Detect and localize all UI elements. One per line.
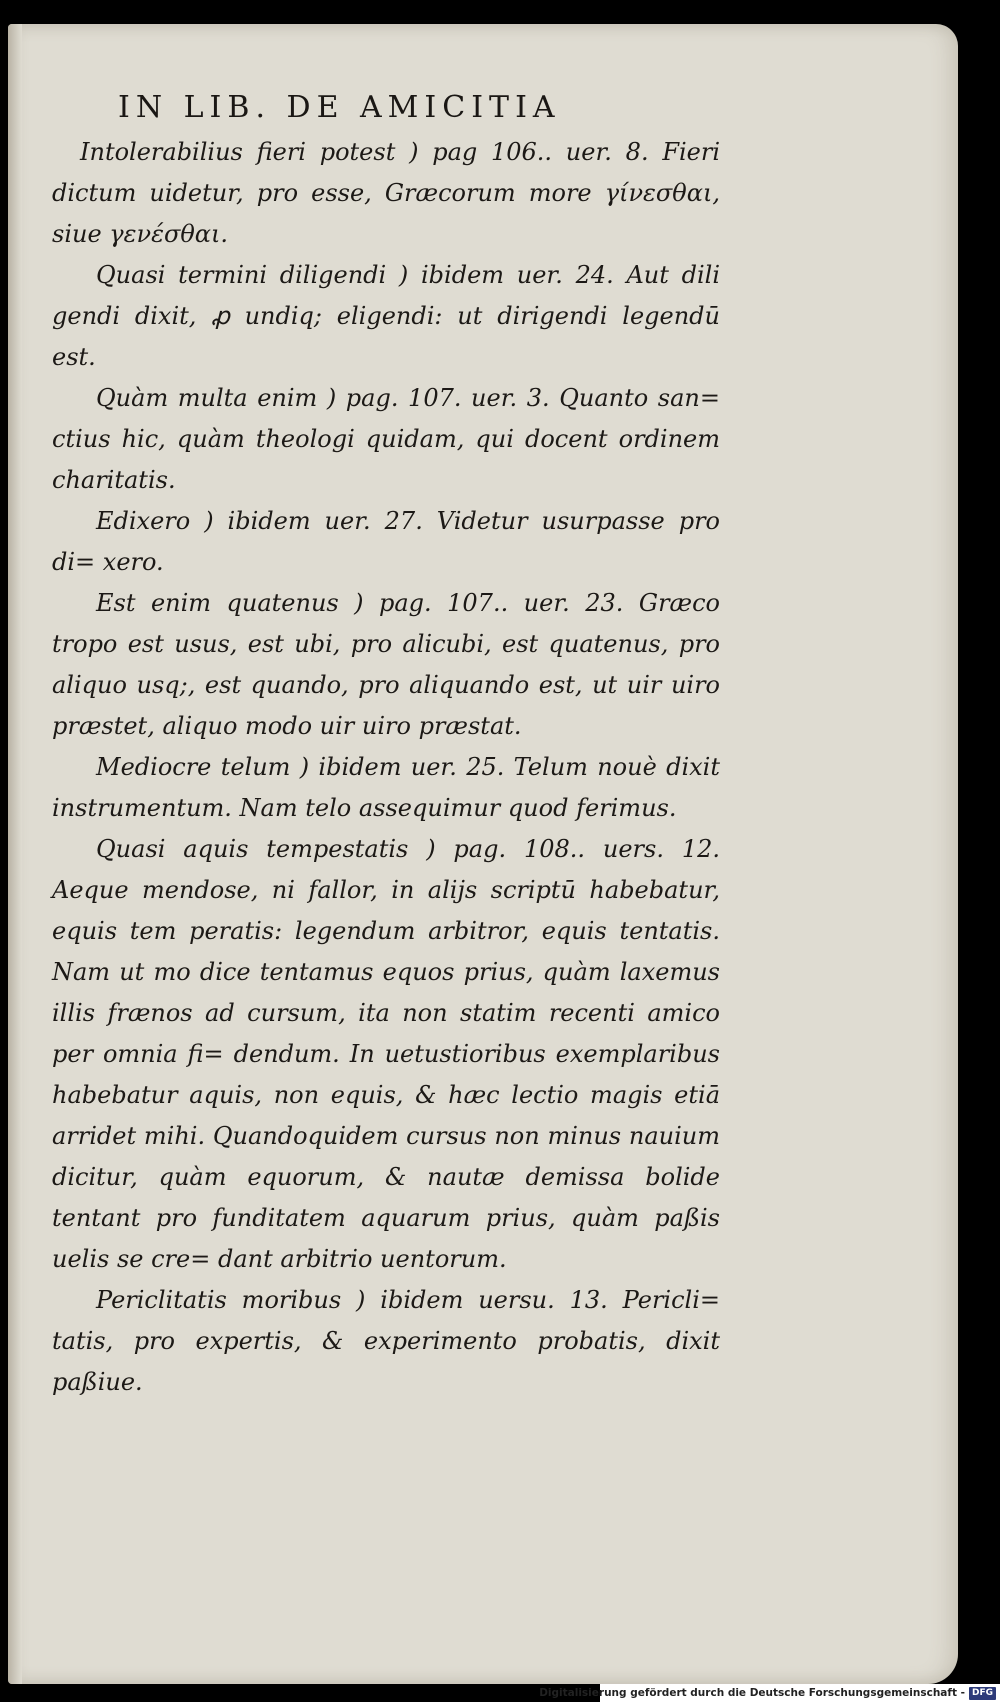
- running-head: IN LIB. DE AMICITIA: [118, 90, 561, 125]
- dfg-logo: DFG: [969, 1687, 996, 1700]
- entry-lemma: Quasi termini diligendi ): [96, 261, 409, 289]
- entry-lemma: Edixero ): [96, 507, 214, 535]
- digitization-credit: [539, 1684, 1000, 1702]
- entry-note: pag 106.. uer. 8. Fieri dictum uidetur, pro esse, Græcorum more γίνεσθαι, siue γενέσθαι.: [52, 138, 720, 248]
- commentary-entry: [52, 501, 720, 583]
- commentary-entry: [52, 255, 720, 378]
- entry-note: pag. 107.. uer. 23. Græco tropo est usus, est ubi, pro alicubi, est quatenus, pro aliquo usq;, est quando, pro aliquando est, ut uir uiro præstet, aliquo modo uir uiro præstat.: [52, 589, 720, 740]
- entry-lemma: Periclitatis moribus ): [96, 1286, 366, 1314]
- commentary-entry: [52, 132, 720, 255]
- book-page: [8, 24, 958, 1684]
- entry-lemma: Mediocre telum ): [96, 753, 310, 781]
- entry-lemma: Quàm multa enim ): [96, 384, 337, 412]
- commentary-entry: [52, 583, 720, 747]
- commentary-text: [52, 132, 720, 1403]
- entry-note: ibidem uersu. 13. Pericli= tatis, pro expertis, & experimento probatis, dixit paßiue.: [52, 1286, 720, 1396]
- credit-text: Digitalisierung gefördert durch die Deutsche Forschungsgemeinschaft -: [539, 1687, 965, 1699]
- page-gutter: [8, 24, 22, 1684]
- entry-note: ibidem uer. 25. Telum nouè dixit instrumentum. Nam telo assequimur quod ferimus.: [52, 753, 720, 822]
- entry-lemma: Est enim quatenus ): [96, 589, 364, 617]
- entry-note: pag. 107. uer. 3. Quanto san= ctius hic, quàm theologi quidam, qui docent ordinem charitatis.: [52, 384, 720, 494]
- commentary-entry: [52, 1280, 720, 1403]
- entry-note: ibidem uer. 24. Aut dili gendi dixit, ꝓ undiq; eligendi: ut dirigendi legendū est.: [52, 261, 720, 371]
- entry-note: ibidem uer. 27. Videtur usurpasse pro di= xero.: [52, 507, 720, 576]
- entry-note: pag. 108.. uers. 12. Aeque mendose, ni fallor, in alijs scriptū habebatur, equis tem peratis: legendum arbitror, equis tentatis. Nam ut mo dice tentamus equos prius, quàm laxemus illis frænos ad cursum, ita non statim recenti amico per omnia fi= dendum. In uetustioribus exemplaribus habebatur aquis, non equis, & hæc lectio magis etiā arridet mihi. Quandoquidem cursus non minus nauium dicitur, quàm equorum, & nautæ demissa bolide tentant pro funditatem aquarum prius, quàm paßis uelis se cre= dant arbitrio uentorum.: [52, 835, 720, 1273]
- entry-lemma: Quasi aquis tempestatis ): [96, 835, 436, 863]
- commentary-entry: [52, 378, 720, 501]
- commentary-entry: [52, 747, 720, 829]
- commentary-entry: [52, 829, 720, 1280]
- entry-lemma: Intolerabilius fieri potest ): [80, 138, 419, 166]
